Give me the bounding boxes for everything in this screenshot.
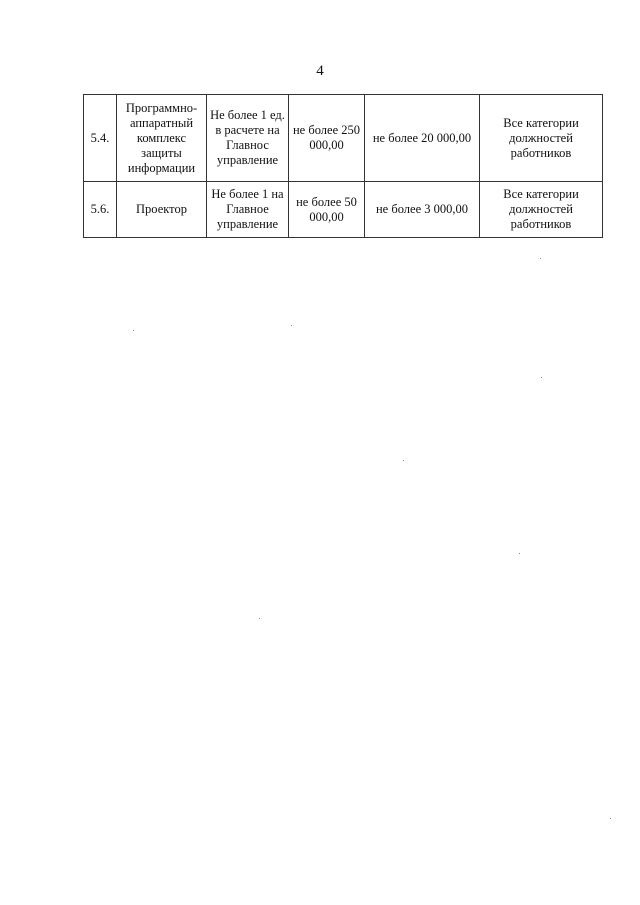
scan-speck [540,258,541,259]
price-cell: не более 250 000,00 [289,95,365,182]
total-cell: не более 3 000,00 [365,182,480,238]
scan-speck [610,818,611,819]
scan-speck [291,325,292,326]
specification-table [83,94,603,238]
table-row [84,182,603,238]
row-number-cell: 5.6. [84,182,117,238]
scan-speck [133,330,134,331]
page-number: 4 [316,63,324,79]
category-cell: Все категории должностей работников [480,182,603,238]
item-name-cell: Программно-аппаратный комплекс защиты информации [117,95,207,182]
total-cell: не более 20 000,00 [365,95,480,182]
table-row [84,95,603,182]
scan-speck [541,377,542,378]
quantity-cell: Не более 1 ед. в расчете на Главнос управление [207,95,289,182]
quantity-cell: Не более 1 на Главное управление [207,182,289,238]
price-cell: не более 50 000,00 [289,182,365,238]
scan-speck [259,618,260,619]
scan-speck [403,460,404,461]
row-number-cell: 5.4. [84,95,117,182]
scan-speck [519,553,520,554]
item-name-cell: Проектор [117,182,207,238]
category-cell: Все категории должностей работников [480,95,603,182]
